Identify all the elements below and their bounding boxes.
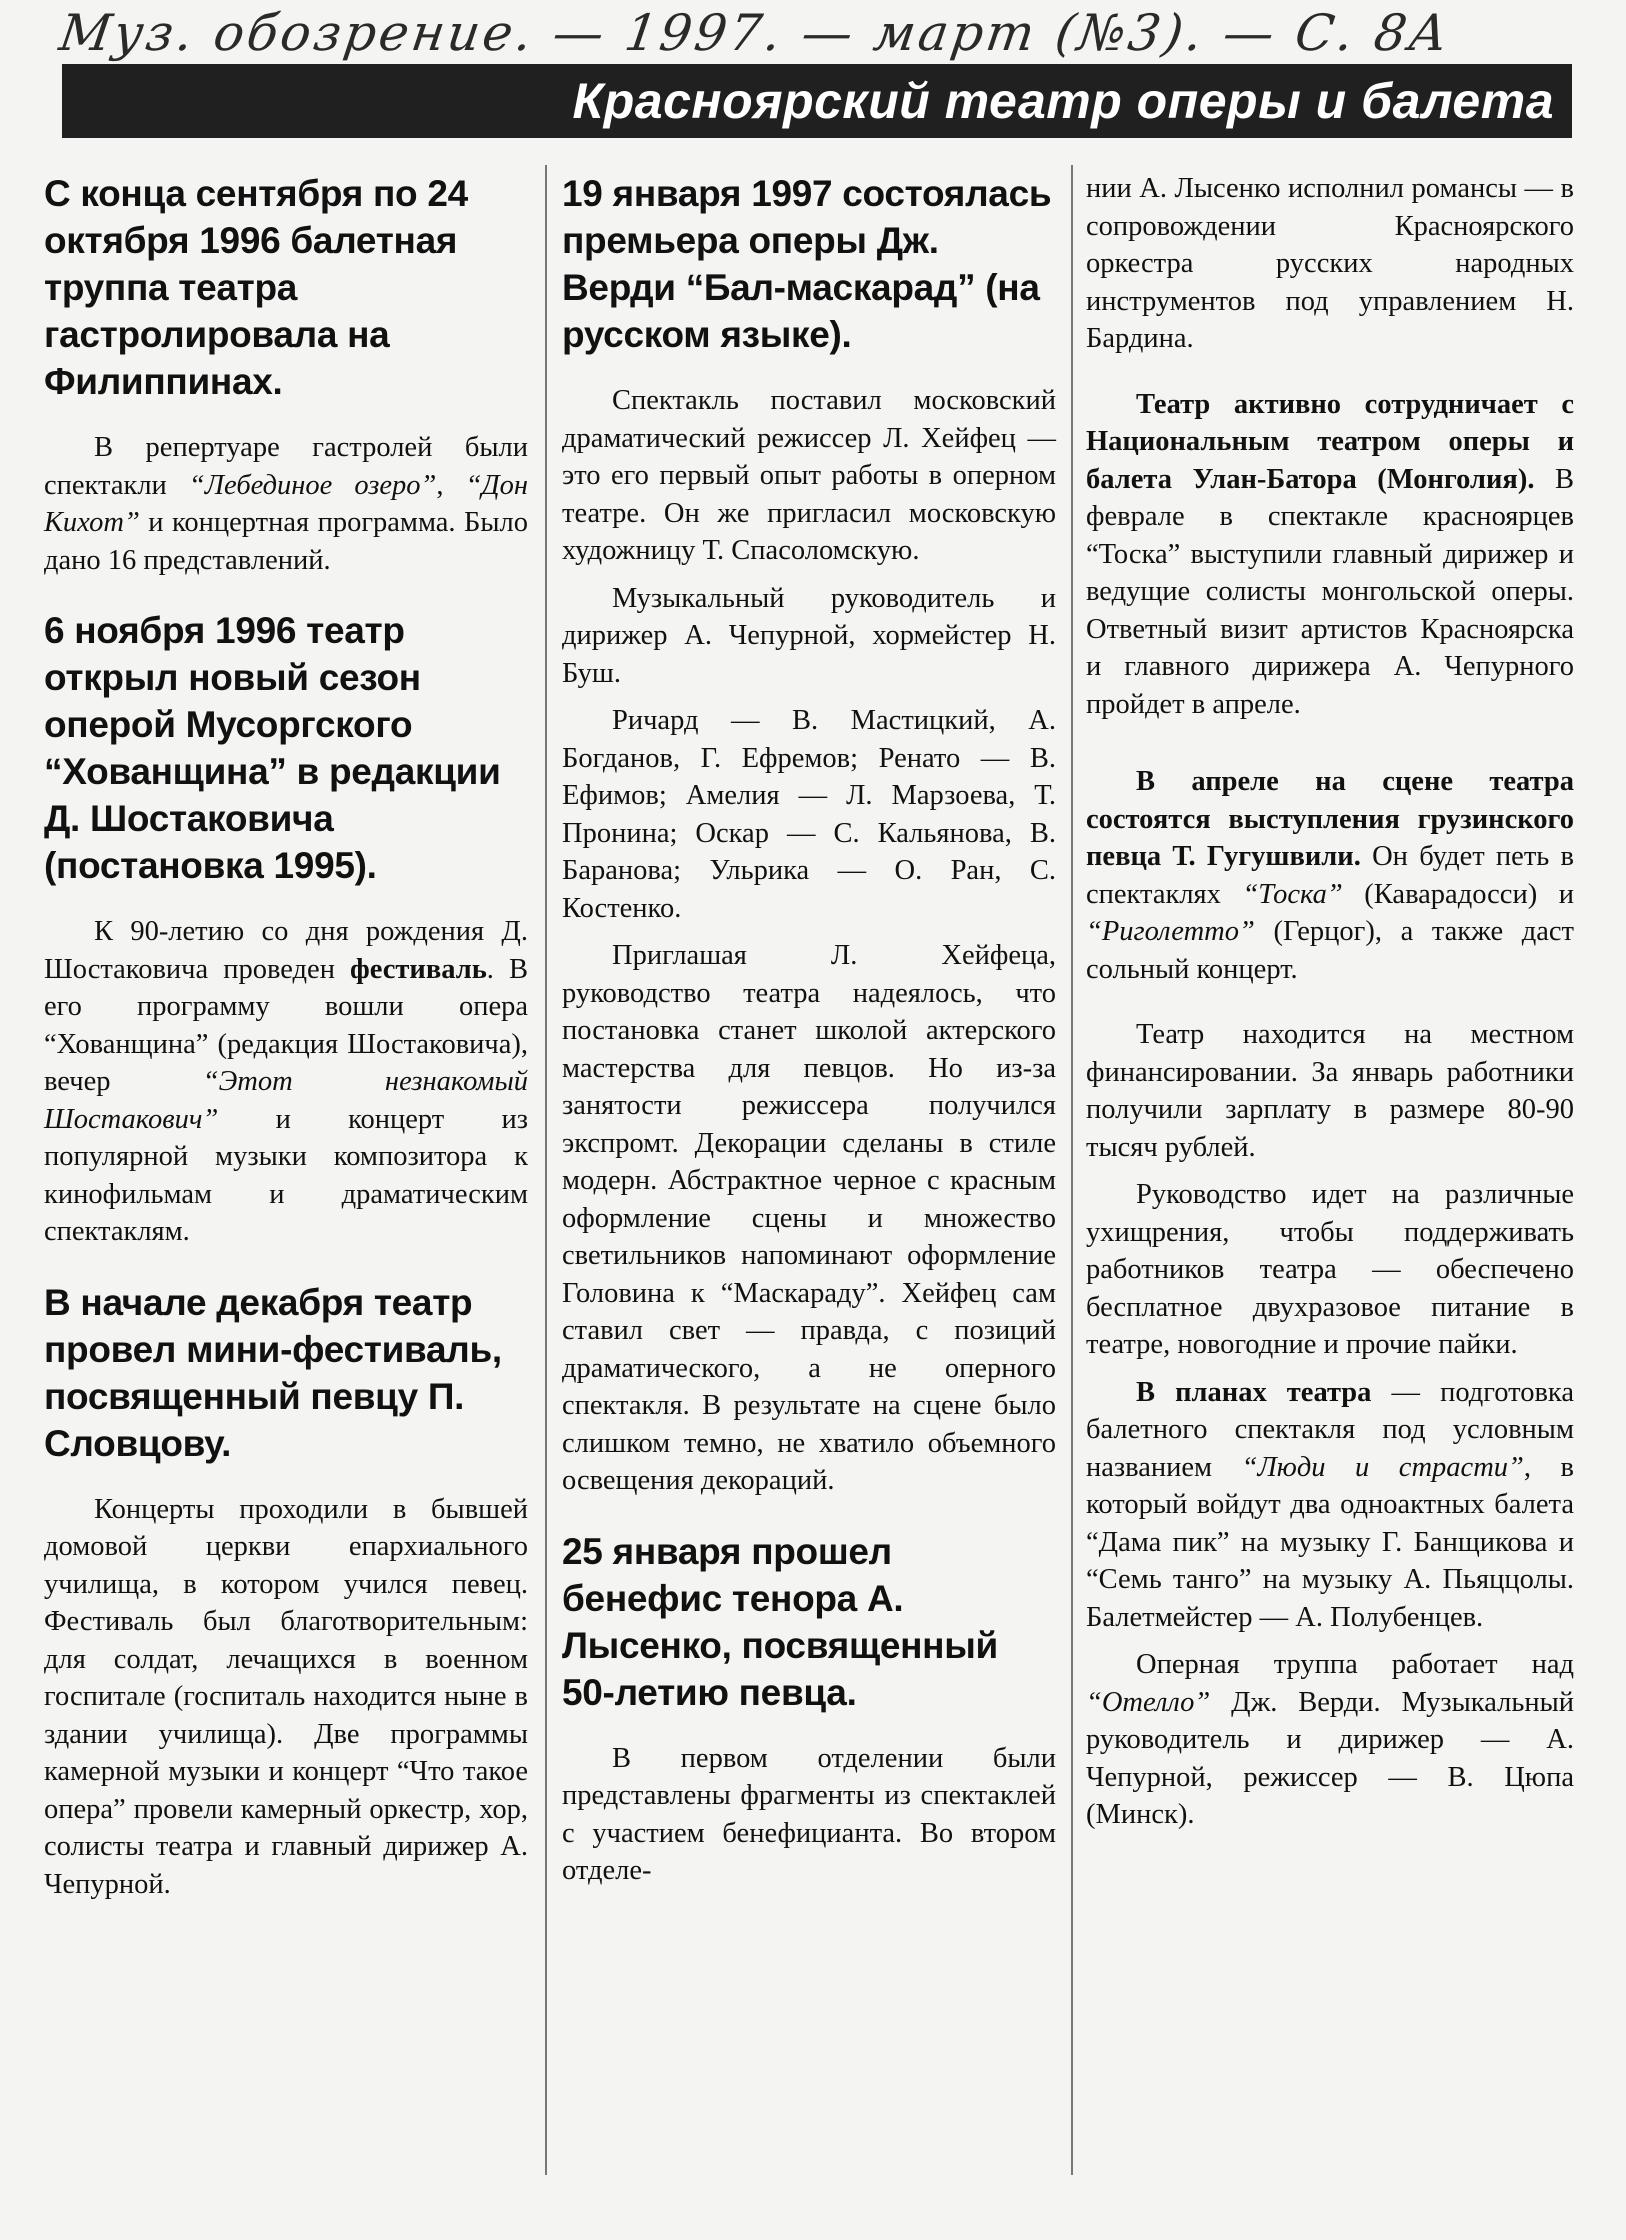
headline-lysenko-benefit: 25 января прошел бенефис тенора А. Лысенко, посвященный 50-летию певца. <box>562 1530 998 1713</box>
paragraph-conductor: Музыкальный руководитель и дирижер А. Чепурной, хормейстер Н. Буш. <box>562 582 1056 689</box>
paragraph-director: Спектакль поставил московский драматический режиссер Л. Хейфец — это его первый опыт работы в оперном театре. Он же пригласил московскую художницу Т. Спасоломскую. <box>562 385 1056 566</box>
paragraph-financing: Театр находится на местном финансировании. За январь работники получили зарплату в размере 80-90 тысяч рублей. <box>1086 1019 1574 1163</box>
column-3 <box>1086 170 1574 1844</box>
paragraph-benefit-program: В первом отделении были представлены фрагменты из спектаклей с участием бенефицианта. Во втором отделе- <box>562 1742 1056 1886</box>
headline-philippines-tour: С конца сентября по 24 октября 1996 балетная труппа театра гастролировала на Филиппинах. <box>44 173 468 402</box>
paragraph-ulan-bator: Театр активно сотрудничает с Национальным театром оперы и балета Улан-Батора (Монголия). В феврале в спектакле красноярцев “Тоска” выступили главный дирижер и ведущие солисты монгольской оперы. Ответный визит артистов Красноярска и главного дирижера А. Чепурного пройдет в апреле. <box>1086 388 1575 720</box>
column-divider <box>1071 165 1073 2175</box>
paragraph-incentives: Руководство идет на различные ухищрения, чтобы поддерживать работников театра — обеспечено бесплатное двухразовое питание в театре, новогодние и прочие пайки. <box>1086 1179 1574 1360</box>
paragraph-cast: Ричард — В. Мастицкий, А. Богданов, Г. Ефремов; Ренато — В. Ефимов; Амелия — Л. Марзоева, Т. Пронина; Оскар — С. Кальянова, В. Баранова; Ульрика — О. Ран, С. Костенко. <box>562 705 1056 924</box>
headline-slovtsov-festival: В начале декабря театр провел мини-фестиваль, посвященный певцу П. Словцову. <box>44 1281 502 1464</box>
paragraph-staging: Приглашая Л. Хейфеца, руководство театра надеялось, что постановка станет школой актерского мастерства для певцов. Но из-за занятости режиссера получился экспромт. Декорации сделаны в стиле модерн. Абстрактное черное с красным оформление сцены и множество светильников напоминают оформление Головина к “Маскараду”. Хейфец сам ставил свет — правда, с позиций драматического, а не оперного спектакля. В результате на сцене было слишком темно, не хватило объемного освещения декораций. <box>562 940 1056 1496</box>
paragraph-ballet-plans: В планах театра — подготовка балетного спектакля под условным названием “Люди и страсти”, в который войдут два одноактных балета “Дама пик” на музыку Г. Банщикова и “Семь танго” на музыку А. Пьяццолы. Балетмейстер — А. Полубенцев. <box>1086 1376 1574 1633</box>
paragraph-gugushvili: В апреле на сцене театра состоятся выступления грузинского певца Т. Гугушвили. Он будет петь в спектаклях “Тоска” (Каварадосси) и “Риголетто” (Герцог), а также даст сольный концерт. <box>1086 766 1575 985</box>
column-2 <box>562 170 1056 1900</box>
paragraph-shostakovich-festival: К 90-летию со дня рождения Д. Шостаковича проведен фестиваль. В его программу вошли опера “Хованщина” (редакция Шостаковича), вечер “Этот незнакомый Шостакович” и концерт из популярной музыки композитора к кинофильмам и драматическим спектаклям. <box>44 916 528 1247</box>
column-1 <box>44 170 528 1913</box>
column-divider <box>545 165 547 2175</box>
handwritten-citation: Муз. обозрение. — 1997. — март (№3). — С. 8А <box>55 4 1455 62</box>
headline-khovanshchina: 6 ноября 1996 театр открыл новый сезон оперой Мусоргского “Хованщина” в редакции Д. Шостаковича (постановка 1995). <box>44 610 501 886</box>
paragraph-romances: нии А. Лысенко исполнил романсы — в сопровождении Красноярского оркестра русских народных инструментов под управлением Н. Бардина. <box>1086 173 1574 354</box>
headline-ballo-premiere: 19 января 1997 состоялась премьера оперы Дж. Верди “Бал-маскарад” (на русском языке). <box>562 173 1052 355</box>
paragraph-tour-repertoire: В репертуаре гастролей были спектакли “Лебединое озеро”, “Дон Кихот” и концертная программа. Было дано 16 представлений. <box>44 432 529 576</box>
paragraph-slovtsov-concerts: Концерты проходили в бывшей домовой церкви епархиального училища, в котором учился певец. Фестиваль был благотворительным: для солдат, лечащихся в военном госпитале (госпиталь находится ныне в здании училища). Две программы камерной музыки и концерт “Что такое опера” провели камерный оркестр, хор, солисты театра и главный дирижер А. Чепурной. <box>44 1493 528 1900</box>
section-banner: Красноярский театр оперы и балета <box>62 64 1572 138</box>
paragraph-otello: Оперная труппа работает над “Отелло” Дж. Верди. Музыкальный руководитель и дирижер — А. Чепурной, режиссер — В. Цюпа (Минск). <box>1086 1649 1574 1830</box>
